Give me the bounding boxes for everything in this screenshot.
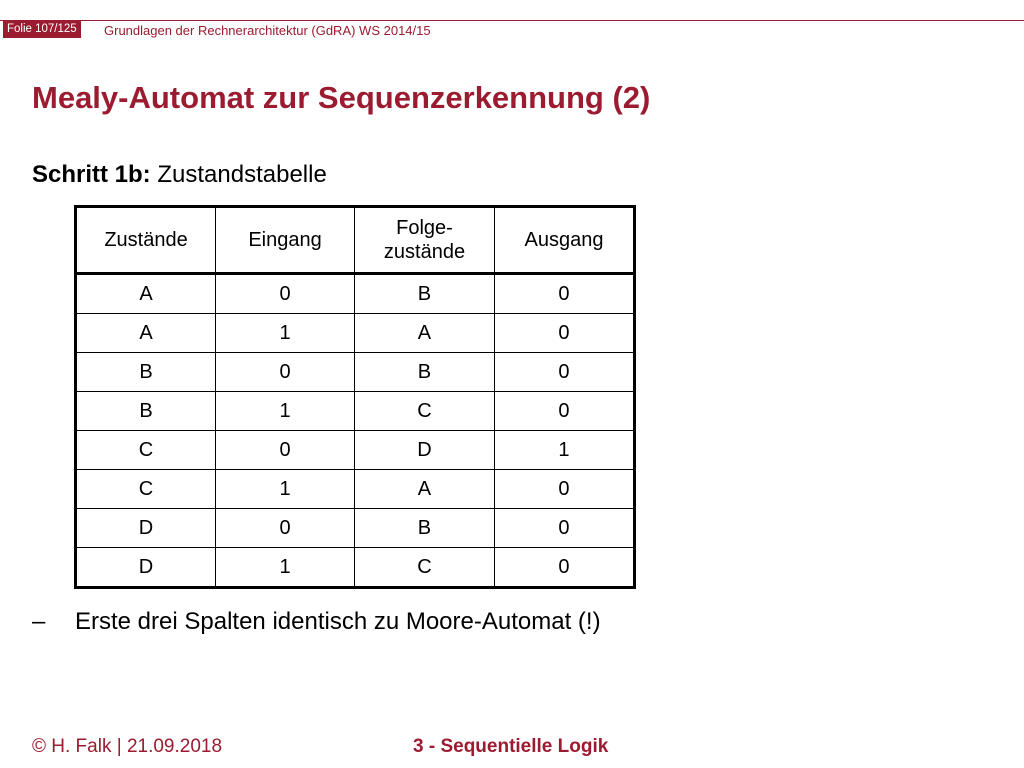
table-row [76, 353, 635, 392]
table-cell: B [354, 509, 494, 548]
table-row [76, 431, 635, 470]
header-label: Ausgang [524, 229, 604, 251]
table-cell: 0 [494, 548, 634, 588]
table-cell: C [76, 470, 216, 509]
table-row [76, 509, 635, 548]
header-label: Folge- zustände [383, 217, 466, 263]
table-cell: 0 [216, 509, 355, 548]
header-rule [0, 20, 1024, 21]
table-cell: D [354, 431, 494, 470]
table-cell: C [354, 392, 494, 431]
bullet-text: Erste drei Spalten identisch zu Moore-Automat (!) [75, 608, 601, 635]
table-cell: 1 [216, 314, 355, 353]
table-row [76, 470, 635, 509]
table-cell: 0 [216, 431, 355, 470]
footer-chapter: 3 - Sequentielle Logik [413, 736, 609, 757]
table-row [76, 392, 635, 431]
table-row [76, 548, 635, 588]
table-cell: 0 [494, 392, 634, 431]
table-cell: B [76, 392, 216, 431]
header-cell-states [76, 207, 216, 274]
table-cell: 1 [216, 470, 355, 509]
subheading-step: Schritt 1b: [32, 161, 151, 188]
table-cell: D [76, 509, 216, 548]
header-cell-output [494, 207, 634, 274]
header-label: Zustände [104, 229, 188, 251]
table-cell: 0 [494, 353, 634, 392]
table-cell: A [354, 470, 494, 509]
table-cell: C [76, 431, 216, 470]
table-cell: A [76, 314, 216, 353]
bullet-marker: – [32, 608, 46, 635]
course-title: Grundlagen der Rechnerarchitektur (GdRA) WS 2014/15 [104, 23, 431, 38]
table-cell: A [354, 314, 494, 353]
footer-author-date: © H. Falk | 21.09.2018 [32, 736, 223, 757]
table-cell: 0 [216, 353, 355, 392]
table-cell: 0 [494, 509, 634, 548]
subheading-text: Zustandstabelle [150, 161, 327, 188]
table-cell: 1 [216, 392, 355, 431]
table-row [76, 314, 635, 353]
table-cell: D [76, 548, 216, 588]
header-cell-next-states [354, 207, 494, 274]
table-cell: 1 [216, 548, 355, 588]
header-cell-input [216, 207, 355, 274]
header-label: Eingang [248, 229, 322, 251]
table-cell: 0 [494, 314, 634, 353]
table-header-row [76, 207, 635, 274]
bullet-item [32, 607, 601, 637]
subheading [32, 160, 327, 190]
table-cell: A [76, 274, 216, 314]
table-cell: 0 [494, 274, 634, 314]
table-cell: B [354, 274, 494, 314]
table-cell: B [354, 353, 494, 392]
table-cell: 0 [494, 470, 634, 509]
table-row [76, 274, 635, 314]
table-cell: 1 [494, 431, 634, 470]
state-table [74, 205, 636, 589]
slide-title: Mealy-Automat zur Sequenzerkennung (2) [32, 80, 651, 115]
table-cell: B [76, 353, 216, 392]
table-cell: C [354, 548, 494, 588]
table-cell: 0 [216, 274, 355, 314]
slide-number-badge: Folie 107/125 [3, 21, 81, 38]
